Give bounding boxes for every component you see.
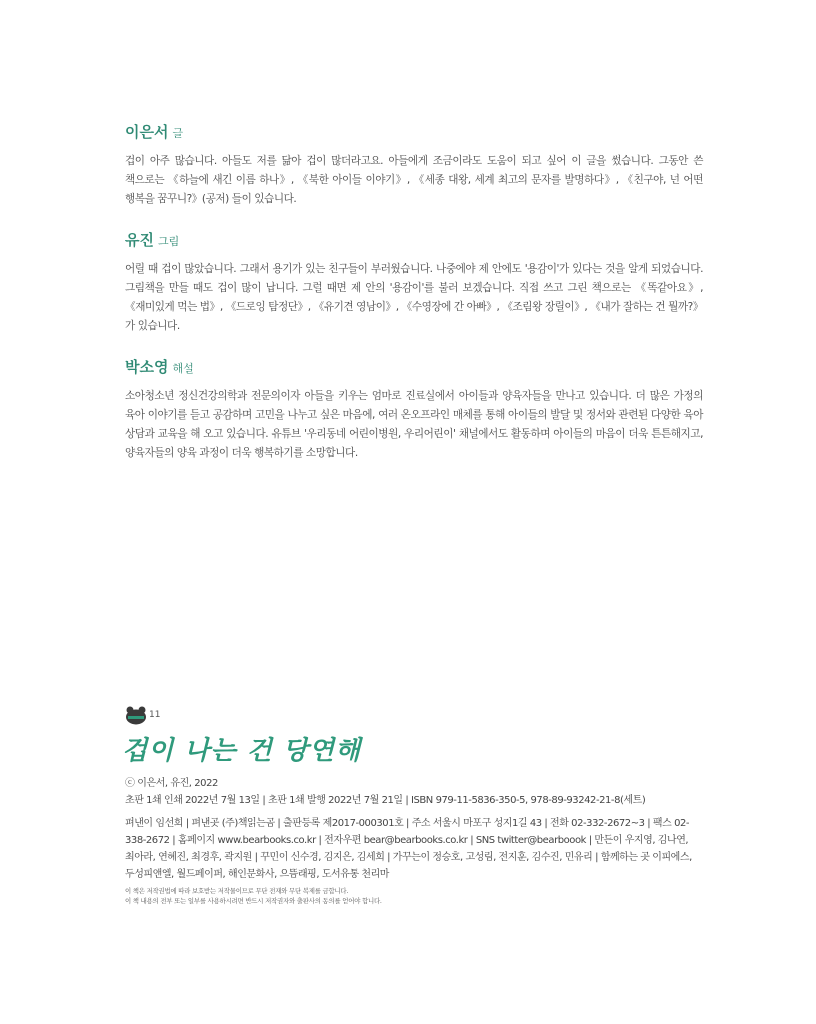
author-name: 이은서: [125, 123, 169, 141]
commentator-bio: 소아청소년 정신건강의학과 전문의이자 아들을 키우는 엄마로 진료실에서 아이들과 양육자들을 만나고 있습니다. 더 많은 가정의 육아 이야기를 듣고 공감하며 고민을 나누고 싶은 마음에, 여러 온오프라인 매체를 통해 아이들의 발달 및 정서와 관련된 다양한 육아 상담과 교육을 해 오고 있습니다. 유튜브 '우리동네 어린이병원, 우리어린이' 채널에서도 활동하며 아이들의 마음이 더욱 튼튼해지고, 양육자들의 양육 과정이 더욱 행복하기를 소망합니다.: [125, 390, 703, 459]
illustrator-bio: 어릴 때 겁이 많았습니다. 그래서 용기가 있는 친구들이 부러웠습니다. 나중에야 제 안에도 '용감이'가 있다는 것을 알게 되었습니다. 그림책을 만들 때도 겁이 많이 납니다. 그럴 때면 제 안의 '용감이'를 불러 보겠습니다. 직접 쓰고 그린 책으로는 《똑같아요》, 《재미있게 먹는 법》, 《드로잉 탐정단》, 《유기견 영남이》, 《수영장에 간 아빠》, 《조림왕 장릴이》, 《내가 잘하는 건 뭘까?》가 있습니다.: [125, 263, 703, 332]
series-number: 11: [149, 710, 161, 720]
illustrator-section: [125, 230, 703, 336]
author-bio: 겁이 아주 많습니다. 아들도 저를 닮아 겁이 많더라고요. 아들에게 조금이라도 도움이 되고 싶어 이 글을 썼습니다. 그동안 쓴 책으로는 《하늘에 새긴 이름 하나》, 《북한 아이들 이야기》, 《세종 대왕, 세계 최고의 문자를 발명하다》, 《친구야, 넌 어떤 행복을 꿈꾸니?》(공저) 들이 있습니다.: [125, 155, 703, 205]
credits-block: 펴낸이 임선희 | 펴낸곳 (주)책읽는곰 | 출판등록 제2017-000301호 | 주소 서울시 마포구 성지1길 43 | 전화 02-332-2672~3 | 팩스 02-338-2672 | 홈페이지 www.bearbooks.co.kr | 전자우편 bear@bearbooks.co.kr | SNS twitter@bearboook | 만든이 우지영, 김나연, 최아라, 연혜진, 최경후, 곽지원 | 꾸민이 신수경, 김지은, 김세희 | 가꾸는이 정승호, 고성림, 전지훈, 김수진, 민유리 | 함께하는 곳 이피에스, 두성피앤엘, 월드페이퍼, 해인문화사, 으뜸래핑, 도서유통 천리마: [125, 818, 692, 880]
legal-note-1: 이 책은 저작권법에 따라 보호받는 저작물이므로 무단 전재와 무단 복제를 금합니다.: [125, 887, 349, 895]
author-section: [125, 122, 703, 209]
edition-line: 초판 1쇄 인쇄 2022년 7월 13일 | 초판 1쇄 발행 2022년 7월 21일 | ISBN 979-11-5836-350-5, 978-89-93242-21-8(세트): [125, 795, 646, 806]
commentator-heading: [125, 357, 703, 379]
bear-icon: [125, 705, 147, 725]
commentator-role: 해설: [172, 362, 194, 375]
illustrator-role: 그림: [157, 235, 180, 248]
book-title: 겁이 나는 건 당연해: [122, 736, 362, 766]
copyright-line: ⓒ 이은서, 유진, 2022: [125, 778, 218, 789]
author-role: 글: [172, 127, 184, 140]
series-badge: [125, 705, 160, 725]
commentator-section: [125, 357, 703, 463]
illustrator-name: 유진: [125, 231, 154, 249]
commentator-name: 박소영: [125, 358, 169, 376]
author-heading: [125, 122, 703, 144]
legal-notes: [125, 886, 382, 906]
legal-note-2: 이 책 내용의 전부 또는 일부를 사용하시려면 반드시 저작권자와 출판사의 동의를 얻어야 합니다.: [125, 897, 382, 905]
illustrator-heading: [125, 230, 703, 252]
